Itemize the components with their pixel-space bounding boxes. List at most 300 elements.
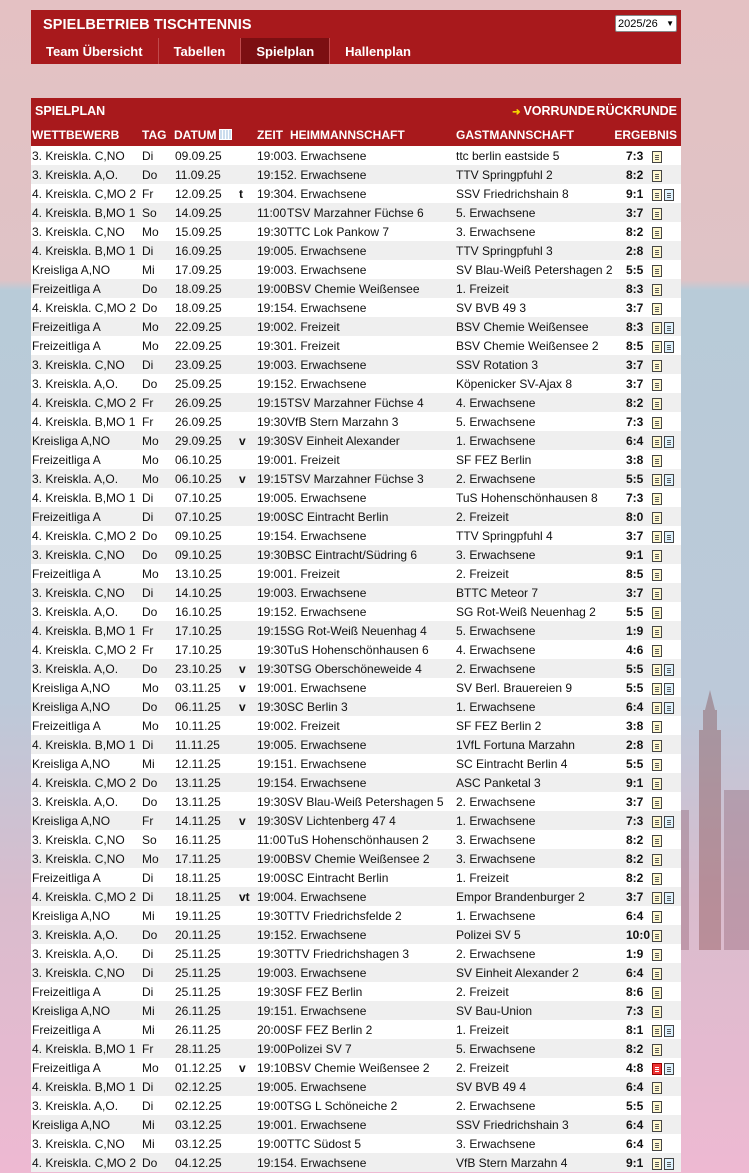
zeit-cell: 19:15 bbox=[257, 472, 288, 486]
table-row[interactable] bbox=[31, 773, 681, 792]
report-detail-icon[interactable] bbox=[664, 531, 674, 543]
heim-cell[interactable]: TuS Hohenschönhausen 2 bbox=[287, 833, 429, 847]
report-icon[interactable] bbox=[652, 740, 662, 752]
gast-cell[interactable]: 2. Freizeit bbox=[456, 1061, 509, 1075]
table-row[interactable] bbox=[31, 488, 681, 507]
zeit-cell: 19:00 bbox=[257, 890, 288, 904]
gast-cell[interactable]: 3. Erwachsene bbox=[456, 225, 536, 239]
report-icon[interactable] bbox=[652, 607, 662, 619]
col-zeit[interactable]: ZEIT bbox=[257, 128, 283, 142]
report-icon[interactable] bbox=[652, 873, 662, 885]
gast-cell[interactable]: TuS Hohenschönhausen 8 bbox=[456, 491, 598, 505]
heim-cell[interactable]: SC Berlin 3 bbox=[287, 700, 348, 714]
heim-cell[interactable]: 2. Freizeit bbox=[287, 719, 340, 733]
gast-cell[interactable]: Empor Brandenburger 2 bbox=[456, 890, 585, 904]
report-icon[interactable] bbox=[652, 360, 662, 372]
gast-cell[interactable]: 1. Erwachsene bbox=[456, 909, 536, 923]
table-row[interactable] bbox=[31, 1001, 681, 1020]
tag-cell: Do bbox=[142, 662, 158, 676]
heim-cell[interactable]: TTV Friedrichshagen 3 bbox=[287, 947, 410, 961]
col-heimmannschaft[interactable]: HEIMMANNSCHAFT bbox=[290, 128, 405, 142]
gast-cell[interactable]: SSV Rotation 3 bbox=[456, 358, 539, 372]
gast-cell[interactable]: SV Einheit Alexander 2 bbox=[456, 966, 579, 980]
gast-cell[interactable]: 3. Erwachsene bbox=[456, 852, 536, 866]
heim-cell[interactable]: 4. Erwachsene bbox=[287, 776, 367, 790]
wettbewerb-cell: 4. Kreiskla. C,MO 2 bbox=[32, 776, 137, 790]
gast-cell[interactable]: BTTC Meteor 7 bbox=[456, 586, 539, 600]
tag-cell: Mi bbox=[142, 263, 155, 277]
heim-cell[interactable]: 1. Erwachsene bbox=[287, 757, 367, 771]
datum-cell: 12.09.25 bbox=[175, 187, 222, 201]
heim-cell[interactable]: TSV Marzahner Füchse 4 bbox=[287, 396, 424, 410]
table-row[interactable] bbox=[31, 431, 681, 450]
wettbewerb-cell: Kreisliga A,NO bbox=[32, 1004, 111, 1018]
gast-cell[interactable]: 1. Freizeit bbox=[456, 1023, 509, 1037]
gast-cell[interactable]: 3. Erwachsene bbox=[456, 1137, 536, 1151]
heim-cell[interactable]: BSV Chemie Weißensee bbox=[287, 282, 420, 296]
table-row[interactable] bbox=[31, 1058, 681, 1077]
table-row[interactable] bbox=[31, 602, 681, 621]
heim-cell[interactable]: SV Blau-Weiß Petershagen 5 bbox=[287, 795, 444, 809]
report-detail-icon[interactable] bbox=[664, 683, 674, 695]
gast-cell[interactable]: TTV Springpfuhl 2 bbox=[456, 168, 553, 182]
col-ergebnis[interactable]: ERGEBNIS bbox=[614, 128, 677, 142]
nav-spielplan[interactable]: Spielplan bbox=[241, 38, 330, 64]
gast-cell[interactable]: Köpenicker SV-Ajax 8 bbox=[456, 377, 573, 391]
table-row[interactable] bbox=[31, 583, 681, 602]
gast-cell[interactable]: 1VfL Fortuna Marzahn bbox=[456, 738, 575, 752]
col-wettbewerb[interactable]: WETTBEWERB bbox=[32, 128, 120, 142]
nav-hallenplan[interactable]: Hallenplan bbox=[345, 43, 411, 59]
tag-cell: Di bbox=[142, 1099, 154, 1113]
ergebnis-cell: 8:5 bbox=[626, 339, 644, 353]
datum-cell: 11.09.25 bbox=[175, 168, 221, 182]
report-icon[interactable] bbox=[652, 246, 662, 258]
table-row[interactable] bbox=[31, 146, 681, 165]
table-row[interactable] bbox=[31, 925, 681, 944]
report-icon[interactable] bbox=[652, 778, 662, 790]
report-icon[interactable] bbox=[652, 1120, 662, 1132]
report-icon[interactable] bbox=[652, 341, 662, 353]
col-tag[interactable]: TAG bbox=[142, 128, 167, 142]
datum-cell: 14.10.25 bbox=[175, 586, 222, 600]
table-row[interactable] bbox=[31, 659, 681, 678]
report-icons bbox=[652, 547, 662, 559]
gast-cell[interactable]: SG Rot-Weiß Neuenhag 2 bbox=[456, 605, 596, 619]
report-detail-icon[interactable] bbox=[664, 1063, 674, 1075]
report-icon[interactable] bbox=[652, 303, 662, 315]
table-row[interactable] bbox=[31, 241, 681, 260]
heim-cell[interactable]: SV Lichtenberg 47 4 bbox=[287, 814, 396, 828]
gast-cell[interactable]: SV Berl. Brauereien 9 bbox=[456, 681, 573, 695]
heim-cell[interactable]: VfB Stern Marzahn 3 bbox=[287, 415, 399, 429]
report-icon[interactable] bbox=[652, 284, 662, 296]
report-icon[interactable] bbox=[652, 550, 662, 562]
report-icons bbox=[652, 433, 674, 445]
zeit-cell: 19:30 bbox=[257, 947, 288, 961]
table-row[interactable] bbox=[31, 222, 681, 241]
zeit-cell: 19:00 bbox=[257, 1080, 288, 1094]
table-row[interactable] bbox=[31, 678, 681, 697]
heim-cell[interactable]: TTC Lok Pankow 7 bbox=[287, 225, 390, 239]
report-detail-icon[interactable] bbox=[664, 1025, 674, 1037]
heim-cell[interactable]: TuS Hohenschönhausen 6 bbox=[287, 643, 429, 657]
gast-cell[interactable]: SSV Friedrichshain 3 bbox=[456, 1118, 569, 1132]
report-icon[interactable] bbox=[652, 322, 662, 334]
report-icon[interactable] bbox=[652, 1139, 662, 1151]
wettbewerb-cell: 3. Kreiskla. C,NO bbox=[32, 358, 125, 372]
ergebnis-cell: 8:2 bbox=[626, 396, 644, 410]
report-icon[interactable] bbox=[652, 664, 662, 676]
gast-cell[interactable]: SC Eintracht Berlin 4 bbox=[456, 757, 568, 771]
table-row[interactable] bbox=[31, 1153, 681, 1172]
tag-cell: Do bbox=[142, 1156, 158, 1170]
table-row[interactable] bbox=[31, 963, 681, 982]
ergebnis-cell: 5:5 bbox=[626, 662, 644, 676]
gast-cell[interactable]: SF FEZ Berlin bbox=[456, 453, 532, 467]
report-icon[interactable] bbox=[652, 702, 662, 714]
datum-cell: 09.10.25 bbox=[175, 548, 222, 562]
zeit-cell: 19:00 bbox=[257, 1099, 288, 1113]
heim-cell[interactable]: 4. Erwachsene bbox=[287, 301, 367, 315]
wettbewerb-cell: Kreisliga A,NO bbox=[32, 814, 111, 828]
report-icon[interactable] bbox=[652, 1044, 662, 1056]
heim-cell[interactable]: 1. Freizeit bbox=[287, 567, 340, 581]
heim-cell[interactable]: 2. Erwachsene bbox=[287, 377, 367, 391]
report-detail-icon[interactable] bbox=[664, 816, 674, 828]
heim-cell[interactable]: 3. Erwachsene bbox=[287, 263, 367, 277]
heim-cell[interactable]: SC Eintracht Berlin bbox=[287, 510, 389, 524]
heim-cell[interactable]: 5. Erwachsene bbox=[287, 1080, 367, 1094]
heim-cell[interactable]: 1. Erwachsene bbox=[287, 1118, 367, 1132]
gast-cell[interactable]: TTV Springpfuhl 4 bbox=[456, 529, 553, 543]
report-icon[interactable] bbox=[652, 455, 662, 467]
table-row[interactable] bbox=[31, 982, 681, 1001]
table-row[interactable] bbox=[31, 1096, 681, 1115]
pdf-report-icon[interactable] bbox=[652, 1063, 662, 1075]
datum-cell: 07.10.25 bbox=[175, 491, 222, 505]
table-row[interactable] bbox=[31, 526, 681, 545]
gast-cell[interactable]: 1. Erwachsene bbox=[456, 700, 536, 714]
datum-cell: 14.09.25 bbox=[175, 206, 222, 220]
gast-cell[interactable]: SV Bau-Union bbox=[456, 1004, 533, 1018]
gast-cell[interactable]: TTV Springpfuhl 3 bbox=[456, 244, 553, 258]
ergebnis-cell: 9:1 bbox=[626, 548, 644, 562]
rueckrunde-link[interactable]: RÜCKRUNDE bbox=[596, 104, 677, 118]
report-detail-icon[interactable] bbox=[664, 436, 674, 448]
tag-cell: Fr bbox=[142, 624, 154, 638]
table-row[interactable] bbox=[31, 469, 681, 488]
heim-cell[interactable]: 5. Erwachsene bbox=[287, 738, 367, 752]
heim-cell[interactable]: TTC Südost 5 bbox=[287, 1137, 362, 1151]
gast-cell[interactable]: SF FEZ Berlin 2 bbox=[456, 719, 542, 733]
heim-cell[interactable]: Polizei SV 7 bbox=[287, 1042, 352, 1056]
report-icon[interactable] bbox=[652, 417, 662, 429]
report-icon[interactable] bbox=[652, 436, 662, 448]
table-row[interactable] bbox=[31, 507, 681, 526]
gast-cell[interactable]: SV Blau-Weiß Petershagen 2 bbox=[456, 263, 613, 277]
table-row[interactable] bbox=[31, 792, 681, 811]
heim-cell[interactable]: 4. Erwachsene bbox=[287, 890, 367, 904]
table-row[interactable] bbox=[31, 849, 681, 868]
heim-cell[interactable]: BSC Eintracht/Südring 6 bbox=[287, 548, 418, 562]
ergebnis-cell: 2:8 bbox=[626, 738, 644, 752]
heim-cell[interactable]: 1. Freizeit bbox=[287, 339, 340, 353]
gast-cell[interactable]: 5. Erwachsene bbox=[456, 624, 536, 638]
gast-cell[interactable]: BSV Chemie Weißensee bbox=[456, 320, 589, 334]
table-row[interactable] bbox=[31, 906, 681, 925]
table-row[interactable] bbox=[31, 336, 681, 355]
gast-cell[interactable]: 5. Erwachsene bbox=[456, 415, 536, 429]
table-row[interactable] bbox=[31, 545, 681, 564]
table-row[interactable] bbox=[31, 203, 681, 222]
wettbewerb-cell: 3. Kreiskla. C,NO bbox=[32, 852, 125, 866]
heim-cell[interactable]: 2. Freizeit bbox=[287, 320, 340, 334]
table-row[interactable] bbox=[31, 279, 681, 298]
table-row[interactable] bbox=[31, 1020, 681, 1039]
ergebnis-cell: 3:8 bbox=[626, 719, 644, 733]
report-detail-icon[interactable] bbox=[664, 1158, 674, 1170]
heim-cell[interactable]: BSV Chemie Weißensee 2 bbox=[287, 1061, 430, 1075]
report-icon[interactable] bbox=[652, 911, 662, 923]
report-detail-icon[interactable] bbox=[664, 189, 674, 201]
gast-cell[interactable]: 2. Erwachsene bbox=[456, 472, 536, 486]
zeit-cell: 19:00 bbox=[257, 586, 288, 600]
table-row[interactable] bbox=[31, 1039, 681, 1058]
gast-cell[interactable]: VfB Stern Marzahn 4 bbox=[456, 1156, 568, 1170]
report-icons bbox=[652, 813, 674, 825]
table-row[interactable] bbox=[31, 811, 681, 830]
ergebnis-cell: 8:2 bbox=[626, 871, 644, 885]
report-detail-icon[interactable] bbox=[664, 322, 674, 334]
gast-cell[interactable]: 3. Erwachsene bbox=[456, 548, 536, 562]
report-detail-icon[interactable] bbox=[664, 474, 674, 486]
heim-cell[interactable]: 2. Erwachsene bbox=[287, 605, 367, 619]
report-icons bbox=[652, 452, 662, 464]
heim-cell[interactable]: 1. Erwachsene bbox=[287, 681, 367, 695]
heim-cell[interactable]: SV Einheit Alexander bbox=[287, 434, 400, 448]
heim-cell[interactable]: SC Eintracht Berlin bbox=[287, 871, 389, 885]
nav-tabellen[interactable]: Tabellen bbox=[159, 38, 242, 64]
report-icon[interactable] bbox=[652, 759, 662, 771]
table-row[interactable] bbox=[31, 355, 681, 374]
report-icon[interactable] bbox=[652, 265, 662, 277]
gast-cell[interactable]: 2. Freizeit bbox=[456, 985, 509, 999]
gast-cell[interactable]: 5. Erwachsene bbox=[456, 1042, 536, 1056]
table-row[interactable] bbox=[31, 830, 681, 849]
heim-cell[interactable]: SF FEZ Berlin bbox=[287, 985, 363, 999]
gast-cell[interactable]: 2. Erwachsene bbox=[456, 1099, 536, 1113]
tag-cell: Mo bbox=[142, 472, 159, 486]
report-detail-icon[interactable] bbox=[664, 664, 674, 676]
table-row[interactable] bbox=[31, 640, 681, 659]
gast-cell[interactable]: 4. Erwachsene bbox=[456, 643, 536, 657]
report-icon[interactable] bbox=[652, 398, 662, 410]
heim-cell[interactable]: SF FEZ Berlin 2 bbox=[287, 1023, 373, 1037]
table-row[interactable] bbox=[31, 697, 681, 716]
calendar-icon[interactable] bbox=[219, 129, 232, 140]
report-detail-icon[interactable] bbox=[664, 341, 674, 353]
table-row[interactable] bbox=[31, 754, 681, 773]
heim-cell[interactable]: TTV Friedrichsfelde 2 bbox=[287, 909, 402, 923]
report-icon[interactable] bbox=[652, 1101, 662, 1113]
report-icon[interactable] bbox=[652, 588, 662, 600]
heim-cell[interactable]: 4. Erwachsene bbox=[287, 529, 367, 543]
table-row[interactable] bbox=[31, 621, 681, 640]
report-icon[interactable] bbox=[652, 1158, 662, 1170]
report-icon[interactable] bbox=[652, 569, 662, 581]
report-icon[interactable] bbox=[652, 968, 662, 980]
heim-cell[interactable]: 1. Erwachsene bbox=[287, 1004, 367, 1018]
table-row[interactable] bbox=[31, 716, 681, 735]
datum-cell: 17.09.25 bbox=[175, 263, 222, 277]
tag-cell: Di bbox=[142, 149, 154, 163]
report-icon[interactable] bbox=[652, 493, 662, 505]
table-row[interactable] bbox=[31, 260, 681, 279]
heim-cell[interactable]: 1. Freizeit bbox=[287, 453, 340, 467]
heim-cell[interactable]: TSG Oberschöneweide 4 bbox=[287, 662, 422, 676]
report-icon[interactable] bbox=[652, 379, 662, 391]
heim-cell[interactable]: SG Rot-Weiß Neuenhag 4 bbox=[287, 624, 427, 638]
table-row[interactable] bbox=[31, 450, 681, 469]
report-icon[interactable] bbox=[652, 531, 662, 543]
table-row[interactable] bbox=[31, 887, 681, 906]
heim-cell[interactable]: TSV Marzahner Füchse 3 bbox=[287, 472, 424, 486]
gast-cell[interactable]: 3. Erwachsene bbox=[456, 833, 536, 847]
report-icon[interactable] bbox=[652, 151, 662, 163]
table-row[interactable] bbox=[31, 868, 681, 887]
datum-cell: 13.10.25 bbox=[175, 567, 222, 581]
col-gastmannschaft[interactable]: GASTMANNSCHAFT bbox=[456, 128, 574, 142]
table-row[interactable] bbox=[31, 393, 681, 412]
wettbewerb-cell: 3. Kreiskla. A,O. bbox=[32, 947, 119, 961]
gast-cell[interactable]: SSV Friedrichshain 8 bbox=[456, 187, 569, 201]
gast-cell[interactable]: 2. Freizeit bbox=[456, 567, 509, 581]
report-icon[interactable] bbox=[652, 721, 662, 733]
heim-cell[interactable]: TSV Marzahner Füchse 6 bbox=[287, 206, 424, 220]
table-row[interactable] bbox=[31, 1134, 681, 1153]
gast-cell[interactable]: 2. Erwachsene bbox=[456, 947, 536, 961]
table-row[interactable] bbox=[31, 944, 681, 963]
table-row[interactable] bbox=[31, 412, 681, 431]
table-row[interactable] bbox=[31, 564, 681, 583]
zeit-cell: 19:30 bbox=[257, 339, 288, 353]
heim-cell[interactable]: 5. Erwachsene bbox=[287, 491, 367, 505]
nav-team-uebersicht[interactable]: Team Übersicht bbox=[31, 38, 159, 64]
tag-cell: Do bbox=[142, 377, 158, 391]
report-icon[interactable] bbox=[652, 797, 662, 809]
report-icon[interactable] bbox=[652, 208, 662, 220]
report-icons bbox=[652, 680, 674, 692]
zeit-cell: 19:30 bbox=[257, 225, 288, 239]
report-icon[interactable] bbox=[652, 930, 662, 942]
wettbewerb-cell: 3. Kreiskla. A,O. bbox=[32, 377, 119, 391]
report-icon[interactable] bbox=[652, 816, 662, 828]
datum-cell: 25.09.25 bbox=[175, 377, 222, 391]
table-row[interactable] bbox=[31, 184, 681, 203]
heim-cell[interactable]: 4. Erwachsene bbox=[287, 1156, 367, 1170]
datum-cell: 18.11.25 bbox=[175, 871, 221, 885]
table-row[interactable] bbox=[31, 317, 681, 336]
report-icon[interactable] bbox=[652, 1082, 662, 1094]
heim-cell[interactable]: 3. Erwachsene bbox=[287, 966, 367, 980]
report-icon[interactable] bbox=[652, 1006, 662, 1018]
gast-cell[interactable]: ASC Panketal 3 bbox=[456, 776, 541, 790]
col-datum[interactable]: DATUM bbox=[174, 128, 232, 142]
report-icons bbox=[652, 357, 662, 369]
gast-cell[interactable]: 2. Erwachsene bbox=[456, 795, 536, 809]
gast-cell[interactable]: 1. Erwachsene bbox=[456, 814, 536, 828]
table-row[interactable] bbox=[31, 298, 681, 317]
report-icon[interactable] bbox=[652, 949, 662, 961]
report-icon[interactable] bbox=[652, 626, 662, 638]
report-icons bbox=[652, 908, 662, 920]
gast-cell[interactable]: BSV Chemie Weißensee 2 bbox=[456, 339, 599, 353]
report-icon[interactable] bbox=[652, 683, 662, 695]
gast-cell[interactable]: 1. Freizeit bbox=[456, 871, 509, 885]
report-icon[interactable] bbox=[652, 227, 662, 239]
heim-cell[interactable]: 2. Erwachsene bbox=[287, 168, 367, 182]
table-row[interactable] bbox=[31, 1115, 681, 1134]
report-icon[interactable] bbox=[652, 835, 662, 847]
datum-cell: 19.11.25 bbox=[175, 909, 221, 923]
zeit-cell: 19:00 bbox=[257, 1118, 288, 1132]
gast-cell[interactable]: Polizei SV 5 bbox=[456, 928, 521, 942]
report-icon[interactable] bbox=[652, 892, 662, 904]
gast-cell[interactable]: SV BVB 49 3 bbox=[456, 301, 527, 315]
heim-cell[interactable]: 4. Erwachsene bbox=[287, 187, 367, 201]
table-row[interactable] bbox=[31, 735, 681, 754]
zeit-cell: 19:00 bbox=[257, 1042, 288, 1056]
ergebnis-cell: 8:2 bbox=[626, 225, 644, 239]
report-icons bbox=[652, 148, 662, 160]
gast-cell[interactable]: 1. Erwachsene bbox=[456, 434, 536, 448]
gast-cell[interactable]: 2. Erwachsene bbox=[456, 662, 536, 676]
heim-cell[interactable]: 3. Erwachsene bbox=[287, 358, 367, 372]
heim-cell[interactable]: 5. Erwachsene bbox=[287, 244, 367, 258]
heim-cell[interactable]: TSG L Schöneiche 2 bbox=[287, 1099, 398, 1113]
table-row[interactable] bbox=[31, 165, 681, 184]
table-row[interactable] bbox=[31, 1077, 681, 1096]
report-detail-icon[interactable] bbox=[664, 892, 674, 904]
report-icon[interactable] bbox=[652, 987, 662, 999]
report-icon[interactable] bbox=[652, 512, 662, 524]
report-icon[interactable] bbox=[652, 645, 662, 657]
report-icon[interactable] bbox=[652, 474, 662, 486]
report-icon[interactable] bbox=[652, 854, 662, 866]
table-row[interactable] bbox=[31, 374, 681, 393]
heim-cell[interactable]: 3. Erwachsene bbox=[287, 586, 367, 600]
gast-cell[interactable]: SV BVB 49 4 bbox=[456, 1080, 527, 1094]
report-icon[interactable] bbox=[652, 1025, 662, 1037]
gast-cell[interactable]: ttc berlin eastside 5 bbox=[456, 149, 560, 163]
datum-cell: 17.11.25 bbox=[175, 852, 221, 866]
report-icons bbox=[652, 851, 662, 863]
table-title: SPIELPLAN bbox=[35, 104, 106, 118]
heim-cell[interactable]: 2. Erwachsene bbox=[287, 928, 367, 942]
report-icon[interactable] bbox=[652, 189, 662, 201]
gast-cell[interactable]: 4. Erwachsene bbox=[456, 396, 536, 410]
vorrunde-link[interactable]: ➜ VORRUNDE bbox=[512, 104, 595, 118]
gast-cell[interactable]: 5. Erwachsene bbox=[456, 206, 536, 220]
report-icon[interactable] bbox=[652, 170, 662, 182]
heim-cell[interactable]: BSV Chemie Weißensee 2 bbox=[287, 852, 430, 866]
gast-cell[interactable]: 1. Freizeit bbox=[456, 282, 509, 296]
report-detail-icon[interactable] bbox=[664, 702, 674, 714]
gast-cell[interactable]: 2. Freizeit bbox=[456, 510, 509, 524]
heim-cell[interactable]: 3. Erwachsene bbox=[287, 149, 367, 163]
season-select[interactable] bbox=[615, 15, 677, 32]
